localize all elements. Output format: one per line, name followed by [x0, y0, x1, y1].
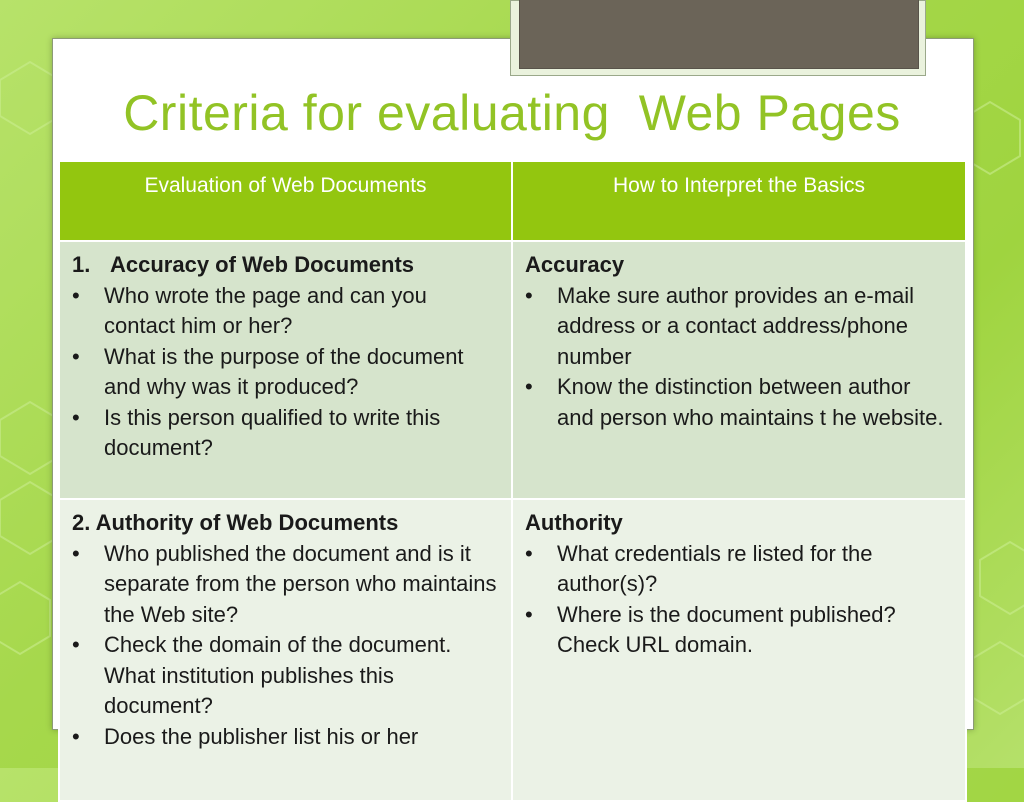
list-item: • Make sure author provides an e-mail address or a contact address/phone number: [525, 281, 953, 373]
cell-heading: Accuracy: [525, 252, 625, 277]
bullet-list: [525, 539, 953, 661]
list-item: • Who wrote the page and can you contact him or her?: [72, 281, 499, 342]
header-photo-frame: [510, 0, 926, 76]
table-header-row: [59, 161, 966, 241]
list-item: • What credentials re listed for the author(s)?: [525, 539, 953, 600]
table-row: [59, 499, 966, 801]
item-number: 1.: [72, 252, 91, 277]
list-item: • Know the distinction between author and person who maintains t he website.: [525, 372, 953, 433]
table-cell: [512, 241, 966, 499]
list-item: • What is the purpose of the document and why was it produced?: [72, 342, 499, 403]
table-cell: [59, 499, 512, 801]
slide-title: Criteria for evaluating Web Pages: [123, 85, 901, 141]
bullet-list: [72, 539, 499, 753]
table-cell: [512, 499, 966, 801]
cell-heading: Accuracy of Web Documents: [110, 252, 415, 277]
list-item: • Who published the document and is it separate from the person who maintains the Web site?: [72, 539, 499, 631]
criteria-table: [58, 160, 967, 802]
list-item: • Does the publisher list his or her: [72, 722, 499, 753]
bullet-list: [525, 281, 953, 434]
column-header: Evaluation of Web Documents: [59, 161, 512, 241]
list-item: • Where is the document published? Check URL domain.: [525, 600, 953, 661]
list-item: • Check the domain of the document. What institution publishes this document?: [72, 630, 499, 722]
cell-heading: Authority: [525, 510, 623, 535]
column-header: How to Interpret the Basics: [512, 161, 966, 241]
list-item: • Is this person qualified to write this document?: [72, 403, 499, 464]
cell-heading: 2. Authority of Web Documents: [72, 510, 399, 535]
bullet-list: [72, 281, 499, 464]
table-cell: [59, 241, 512, 499]
header-photo: [519, 0, 919, 69]
table-row: [59, 241, 966, 499]
